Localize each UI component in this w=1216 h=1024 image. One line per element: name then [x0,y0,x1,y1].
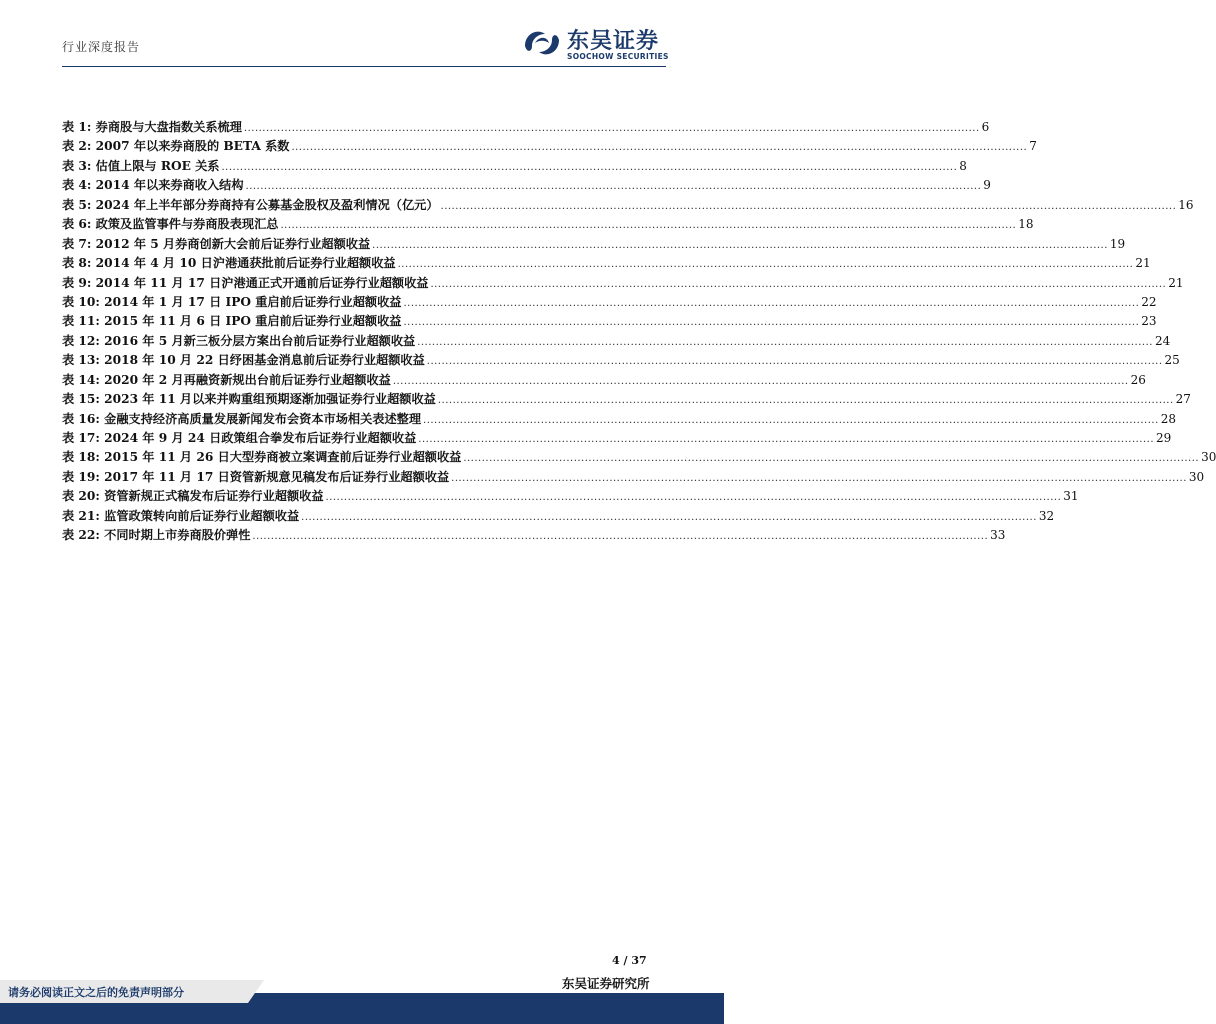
toc-entry-label: 表 8: 2014 年 4 月 10 日沪港通获批前后证券行业超额收益 [62,256,396,271]
toc-entry-label: 表 15: 2023 年 11 月以来并购重组预期逐渐加强证券行业超额收益 [62,392,436,407]
toc-dot-leader: ........................................................................................................................................................................................................ [397,259,1134,271]
toc-entry[interactable] [62,332,1171,351]
toc-entry-page: 25 [1164,353,1180,368]
toc-entry-label: 表 14: 2020 年 2 月再融资新规出台前后证券行业超额收益 [62,372,391,387]
toc-entry[interactable] [62,176,991,195]
toc-entry[interactable] [62,215,1034,234]
toc-dot-leader: ........................................................................................................................................................................................................ [221,161,958,173]
toc-dot-leader: ........................................................................................................................................................................................................ [301,511,1037,523]
toc-entry[interactable] [62,254,1151,273]
soochow-logo-icon [521,26,563,60]
toc-entry-label: 表 3: 估值上限与 ROE 关系 [62,158,220,173]
toc-entry[interactable] [62,507,1055,526]
toc-dot-leader: ........................................................................................................................................................................................................ [280,220,1017,232]
page-number: 4 / 37 [612,954,647,967]
toc-entry[interactable] [62,448,1216,467]
toc-dot-leader: ........................................................................................................................................................................................................ [426,356,1163,368]
toc-dot-leader: ........................................................................................................................................................................................................ [392,375,1129,387]
toc-entry[interactable] [62,196,1194,215]
toc-entry-label: 表 19: 2017 年 11 月 17 日资管新规意见稿发布后证券行业超额收益 [62,469,450,484]
toc-entry-label: 表 22: 不同时期上市券商股价弹性 [62,528,251,543]
toc-entry-page: 33 [990,528,1006,543]
toc-dot-leader: ........................................................................................................................................................................................................ [451,472,1187,484]
toc-dot-leader: ........................................................................................................................................................................................................ [325,492,1062,504]
toc-entry[interactable] [62,137,1037,156]
toc-entry-page: 30 [1188,469,1205,484]
toc-dot-leader: ........................................................................................................................................................................................................ [252,531,989,543]
header-rule [62,66,666,67]
toc-entry-label: 表 6: 政策及监管事件与券商股表现汇总 [62,217,279,232]
toc-entry-page: 28 [1160,411,1177,426]
toc-entry[interactable] [62,118,990,137]
toc-entry[interactable] [62,410,1177,429]
toc-entry[interactable] [62,468,1205,487]
toc-entry-label: 表 1: 券商股与大盘指数关系梳理 [62,120,242,134]
toc-entry-page: 23 [1141,314,1157,329]
toc-entry-page: 6 [981,120,990,134]
toc-dot-leader: ........................................................................................................................................................................................................ [403,297,1140,309]
research-institute-name: 东吴证券研究所 [562,976,650,991]
toc-entry-label: 表 7: 2012 年 5 月券商创新大会前后证券行业超额收益 [62,236,371,251]
toc-entry[interactable] [62,526,1006,545]
toc-entry[interactable] [62,429,1172,448]
toc-entry-label: 表 11: 2015 年 11 月 6 日 IPO 重启前后证券行业超额收益 [62,314,402,329]
toc-entry-label: 表 18: 2015 年 11 月 26 日大型券商被立案调查前后证券行业超额收益 [62,450,462,465]
toc-dot-leader: ........................................................................................................................................................................................................ [403,317,1140,329]
toc-entry-label: 表 17: 2024 年 9 月 24 日政策组合拳发布后证券行业超额收益 [62,431,417,445]
toc-entry-page: 18 [1018,217,1034,232]
disclaimer-text: 请务必阅读正文之后的免责声明部分 [8,986,184,999]
toc-dot-leader: ........................................................................................................................................................................................................ [463,453,1200,465]
toc-entry[interactable] [62,293,1157,312]
toc-dot-leader: ........................................................................................................................................................................................................ [437,395,1174,407]
toc-entry-page: 30 [1201,450,1216,465]
toc-entry-page: 26 [1130,372,1146,387]
toc-entry[interactable] [62,390,1191,409]
toc-dot-leader: ........................................................................................................................................................................................................ [418,434,1155,445]
toc-entry-page: 8 [959,158,967,173]
toc-entry-label: 表 16: 金融支持经济高质量发展新闻发布会资本市场相关表述整理 [62,411,422,426]
toc-entry-page: 27 [1175,392,1191,407]
toc-dot-leader: ........................................................................................................................................................................................................ [417,336,1153,348]
toc-entry-page: 21 [1135,256,1151,271]
toc-entry[interactable] [62,312,1157,331]
toc-entry-label: 表 5: 2024 年上半年部分券商持有公募基金股权及盈利情况（亿元） [62,197,439,212]
toc-entry-label: 表 13: 2018 年 10 月 22 日纾困基金消息前后证券行业超额收益 [62,353,425,368]
toc-entry-label: 表 10: 2014 年 1 月 17 日 IPO 重启前后证券行业超额收益 [62,294,402,309]
toc-dot-leader: ........................................................................................................................................................................................................ [243,123,980,134]
toc-entry-page: 31 [1063,489,1079,504]
toc-entry-label: 表 21: 监管政策转向前后证券行业超额收益 [62,508,300,523]
toc-dot-leader: ........................................................................................................................................................................................................ [245,181,982,193]
toc-dot-leader: ........................................................................................................................................................................................................ [440,200,1177,212]
toc-entry-label: 表 20: 资管新规正式稿发布后证券行业超额收益 [62,489,324,504]
logo-english-name: SOOCHOW SECURITIES [567,52,669,61]
toc-entry[interactable] [62,235,1126,254]
table-of-contents [62,118,1216,546]
toc-entry-page: 24 [1154,333,1171,348]
toc-entry-page: 9 [983,178,991,193]
toc-entry-page: 16 [1178,197,1194,212]
toc-dot-leader: ........................................................................................................................................................................................................ [372,239,1108,251]
toc-entry-page: 29 [1156,431,1172,445]
toc-dot-leader: ........................................................................................................................................................................................................ [430,278,1167,290]
company-logo [521,24,671,64]
toc-entry-page: 19 [1109,236,1126,251]
toc-dot-leader: ........................................................................................................................................................................................................ [423,414,1159,426]
toc-entry-page: 21 [1168,275,1184,290]
toc-entry-label: 表 9: 2014 年 11 月 17 日沪港通正式开通前后证券行业超额收益 [62,275,429,290]
toc-entry-label: 表 2: 2007 年以来券商股的 BETA 系数 [62,139,290,154]
toc-entry[interactable] [62,371,1146,390]
toc-entry-page: 7 [1029,139,1037,154]
toc-entry-label: 表 12: 2016 年 5 月新三板分层方案出台前后证券行业超额收益 [62,333,416,348]
toc-entry-page: 32 [1038,508,1055,523]
toc-entry[interactable] [62,351,1180,370]
report-type-label: 行业深度报告 [62,40,141,54]
toc-dot-leader: ........................................................................................................................................................................................................ [291,142,1028,154]
logo-chinese-name: 东吴证券 [567,29,660,54]
toc-entry[interactable] [62,487,1079,506]
toc-entry-label: 表 4: 2014 年以来券商收入结构 [62,178,244,193]
toc-entry[interactable] [62,157,967,176]
toc-entry[interactable] [62,274,1184,293]
toc-entry-page: 22 [1141,294,1157,309]
footer-disclaimer-tab-cap [248,980,264,1003]
